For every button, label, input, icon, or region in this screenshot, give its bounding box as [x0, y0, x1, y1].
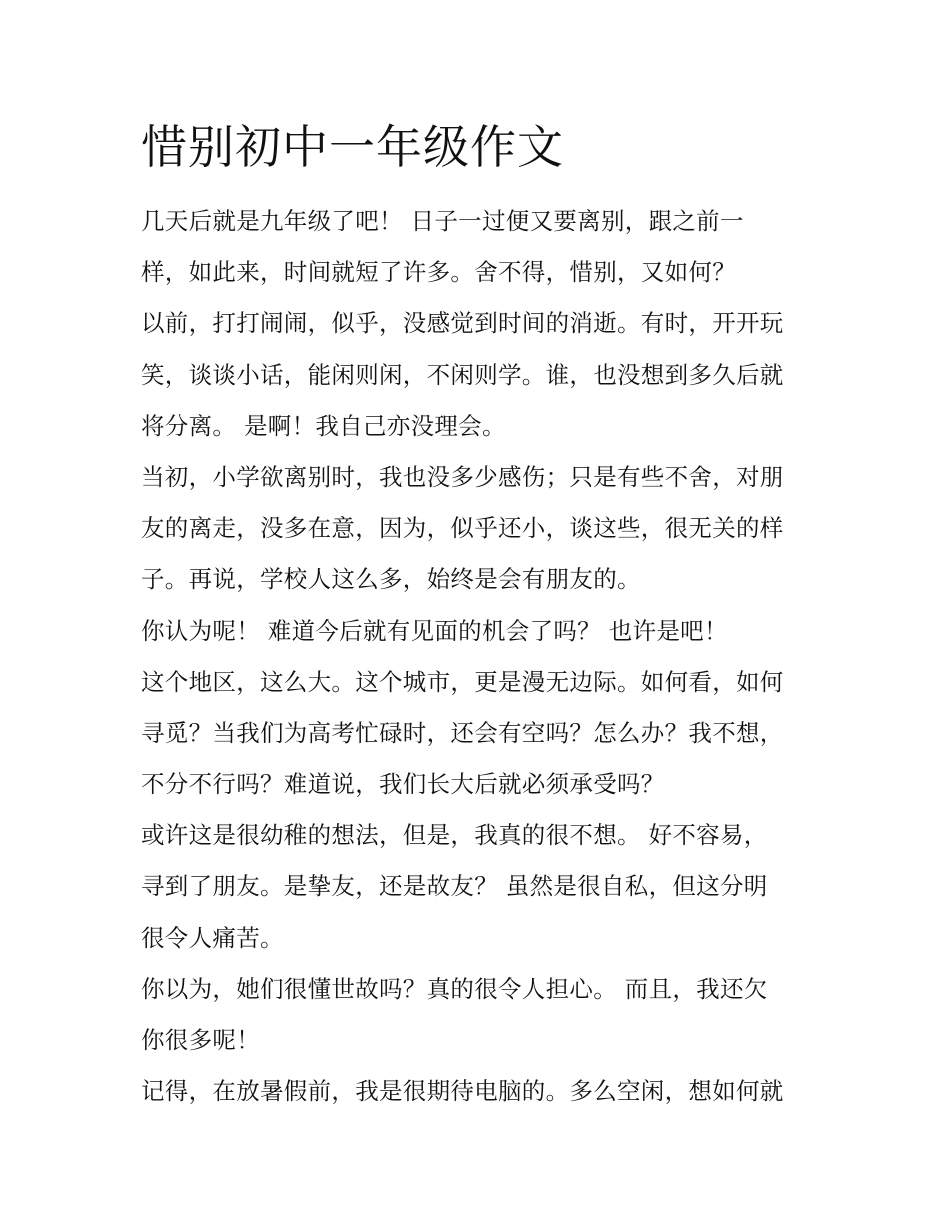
- essay-line: 以前，打打闹闹，似乎，没感觉到时间的消逝。有时，开开玩: [141, 309, 784, 338]
- essay-line: 笑，谈谈小话，能闲则闲，不闲则学。谁，也没想到多久后就: [141, 360, 784, 389]
- essay-line: 寻到了朋友。是挚友，还是故友？ 虽然是很自私，但这分明: [141, 872, 768, 901]
- essay-line: 很令人痛苦。: [141, 923, 284, 952]
- essay-line: 这个地区，这么大。这个城市，更是漫无边际。如何看，如何: [141, 667, 784, 696]
- essay-line: 或许这是很幼稚的想法，但是，我真的很不想。 好不容易，: [141, 821, 768, 850]
- document-title: 惜别初中一年级作文: [141, 120, 564, 174]
- essay-line: 友的离走，没多在意，因为，似乎还小，谈这些，很无关的样: [141, 514, 784, 543]
- essay-line: 几天后就是九年级了吧！ 日子一过便又要离别，跟之前一: [141, 207, 744, 235]
- essay-line: 子。再说，学校人这么多，始终是会有朋友的。: [141, 565, 641, 594]
- essay-line: 记得，在放暑假前，我是很期待电脑的。多么空闲，想如何就: [141, 1077, 784, 1106]
- essay-line: 寻觅？当我们为高考忙碌时，还会有空吗？怎么办？我不想，: [141, 718, 784, 747]
- essay-body: [141, 196, 821, 1117]
- essay-line: 你很多呢！: [141, 1026, 260, 1054]
- essay-line: 你以为，她们很懂世故吗？真的很令人担心。 而且，我还欠: [141, 974, 768, 1003]
- essay-line: 不分不行吗？难道说，我们长大后就必须承受吗？: [141, 770, 665, 799]
- essay-line: 当初，小学欲离别时，我也没多少感伤；只是有些不舍，对朋: [141, 462, 784, 491]
- essay-line: 样，如此来，时间就短了许多。舍不得，惜别，又如何？: [141, 258, 736, 287]
- essay-line: 你认为呢！ 难道今后就有见面的机会了吗？ 也许是吧！: [141, 616, 728, 645]
- essay-line: 将分离。 是啊！我自己亦没理会。: [141, 411, 506, 440]
